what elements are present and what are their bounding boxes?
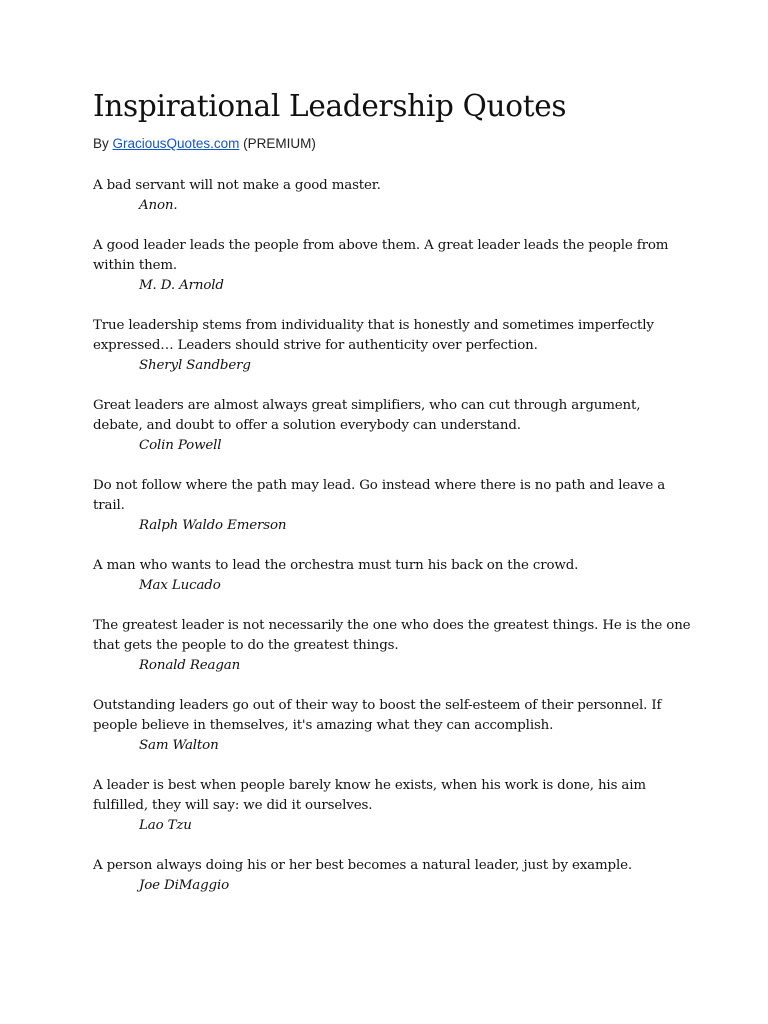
- quote-item: [93, 776, 693, 836]
- quote-text: A bad servant will not make a good master.: [93, 178, 381, 193]
- quote-item: [93, 856, 693, 896]
- quote-text: Outstanding leaders go out of their way to boost the self-esteem of their personnel. If people believe in themselves, it's amazing what they can accomplish.: [93, 698, 662, 733]
- quote-item: [93, 236, 693, 296]
- quote-text: True leadership stems from individuality that is honestly and sometimes imperfectly expressed… Leaders should strive for authenticity over perfection.: [93, 318, 654, 353]
- quote-text: Do not follow where the path may lead. Go instead where there is no path and leave a trail.: [93, 478, 666, 513]
- quote-item: [93, 556, 693, 596]
- quote-text: A man who wants to lead the orchestra must turn his back on the crowd.: [93, 558, 579, 573]
- byline-suffix: (PREMIUM): [243, 136, 316, 151]
- quote-text: A person always doing his or her best becomes a natural leader, just by example.: [93, 858, 632, 873]
- quote-text: Great leaders are almost always great simplifiers, who can cut through argument, debate, and doubt to offer a solution everybody can understand.: [93, 398, 641, 433]
- quote-author: Sheryl Sandberg: [139, 358, 251, 373]
- quote-author: Max Lucado: [139, 578, 221, 593]
- source-link[interactable]: GraciousQuotes.com: [112, 136, 240, 151]
- quote-item: [93, 476, 693, 536]
- quote-item: [93, 396, 693, 456]
- quote-author: Colin Powell: [139, 438, 222, 453]
- quote-author: Sam Walton: [139, 738, 219, 753]
- quote-author: Anon.: [139, 198, 178, 213]
- quote-text: The greatest leader is not necessarily the one who does the greatest things. He is the one that gets the people to do the greatest things.: [93, 618, 691, 653]
- quote-author: Ralph Waldo Emerson: [139, 518, 287, 533]
- quote-author: Ronald Reagan: [139, 658, 241, 673]
- quote-text: A good leader leads the people from above them. A great leader leads the people from within them.: [93, 238, 669, 273]
- quote-author: M. D. Arnold: [139, 278, 224, 293]
- quote-item: [93, 696, 693, 756]
- document-page: [93, 86, 693, 916]
- quote-item: [93, 176, 693, 216]
- page-title: Inspirational Leadership Quotes: [93, 89, 567, 123]
- byline: [93, 135, 693, 153]
- byline-prefix: By: [93, 136, 109, 151]
- quote-author: Lao Tzu: [139, 818, 192, 833]
- quote-author: Joe DiMaggio: [139, 878, 230, 893]
- quote-text: A leader is best when people barely know he exists, when his work is done, his aim fulfilled, they will say: we did it ourselves.: [93, 778, 646, 813]
- quote-list: [93, 176, 693, 896]
- quote-item: [93, 616, 693, 676]
- quote-item: [93, 316, 693, 376]
